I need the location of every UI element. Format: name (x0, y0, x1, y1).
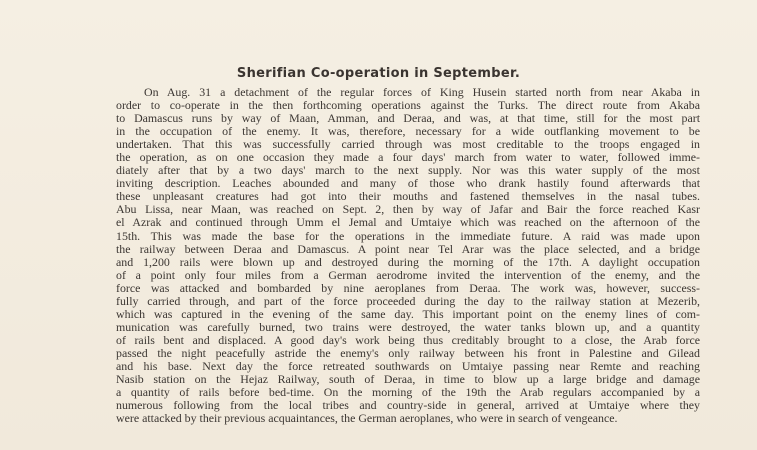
text-line: and 1,200 rails were blown up and destroyed during the morning of the 17th. A daylight occupation (116, 254, 700, 269)
text-line: undertaken. That this was successfully carried through was most creditable to the troops engaged in (116, 137, 700, 152)
text-line: diately after that by a two days' march to the next supply. Nor was this water supply of the most (116, 163, 700, 178)
text-line: order to co-operate in the then forthcoming operations against the Turks. The direct route from Akaba (116, 98, 700, 113)
text-line: and his base. Next day the force retreated southwards on Umtaiye passing near Remte and reaching (116, 358, 700, 373)
article-body (116, 86, 700, 425)
article-title: Sherifian Co-operation in September. (236, 66, 521, 81)
text-line: force was attacked and bombarded by nine aeroplanes from Deraa. The work was, however, success- (116, 280, 700, 295)
text-line: were attacked by their previous acquaintances, the German aeroplanes, who were in search of vengeance. (116, 411, 618, 426)
text-line: which was captured in the evening of the same day. This important point on the enemy lines of com- (116, 306, 700, 321)
text-line: numerous following from the local tribes and country-side in general, arrived at Umtaiye where they (116, 398, 700, 413)
text-line: fully carried through, and part of the force proceeded during the day to the railway station at Mezerib, (116, 293, 700, 308)
text-line: to Damascus runs by way of Maan, Amman, and Deraa, and was, at that time, still for the most part (116, 111, 700, 126)
text-line: 15th. This was made the base for the operations in the immediate future. A raid was made upon (116, 228, 700, 243)
text-line: inviting description. Leaches abounded and many of those who drank hastily found afterwards that (116, 176, 700, 191)
text-line: munication was carefully burned, two trains were destroyed, the water tanks blown up, and a quantity (116, 319, 700, 334)
text-line: el Azrak and continued through Umm el Jemal and Umtaiye which was reached on the afternoon of the (116, 215, 700, 230)
text-line: On Aug. 31 a detachment of the regular forces of King Husein started north from near Akaba in (144, 85, 700, 99)
text-line: these unpleasant creatures had got into their mouths and fastened themselves in the nasal tubes. (116, 189, 700, 204)
text-line: in the occupation of the enemy. It was, therefore, necessary for a wide outflanking movement to be (116, 124, 700, 139)
text-line: Abu Lissa, near Maan, was reached on Sept. 2, then by way of Jafar and Bair the force reached Kasr (116, 202, 700, 217)
text-line: of a point only four miles from a German aerodrome invited the intervention of the enemy, and the (116, 267, 700, 282)
text-line: of rails bent and displaced. A good day's work being thus creditably brought to a close, the Arab force (116, 332, 700, 347)
text-line: passed the night peacefully astride the enemy's only railway between his front in Palestine and Gilead (116, 345, 700, 360)
text-line: a quantity of rails before bed-time. On the morning of the 19th the Arab regulars accompanied by a (116, 385, 700, 400)
text-line: the railway between Deraa and Damascus. A point near Tel Arar was the place selected, and a bridge (116, 241, 700, 256)
text-line: the operation, as on one occasion they made a four days' march from water to water, followed imme- (116, 150, 700, 165)
text-line: Nasib station on the Hejaz Railway, south of Deraa, in time to blow up a large bridge and damage (116, 372, 700, 387)
